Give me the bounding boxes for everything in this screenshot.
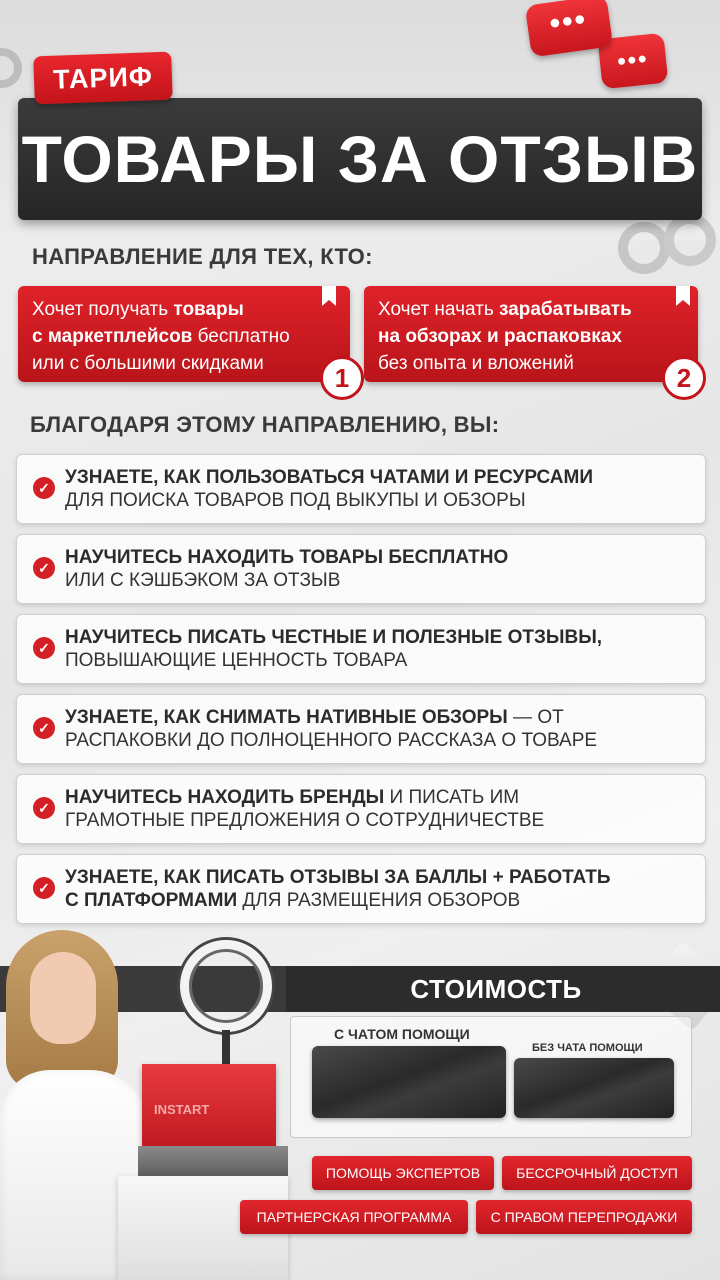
check-icon: ✓ bbox=[33, 877, 55, 899]
benefit-bold: С ПЛАТФОРМАМИ bbox=[65, 890, 238, 911]
audience-bold: зарабатывать bbox=[499, 299, 632, 320]
product-box-red bbox=[142, 1064, 276, 1146]
audience-card-2 bbox=[364, 286, 698, 382]
benefit-bold: НАУЧИТЕСЬ ПИСАТЬ ЧЕСТНЫЕ И ПОЛЕЗНЫЕ ОТЗЫВЫ, bbox=[65, 627, 603, 648]
benefit-item bbox=[16, 614, 706, 684]
benefit-item bbox=[16, 854, 706, 924]
audience-text: Хочет начать bbox=[378, 299, 499, 320]
benefit-text: ГРАМОТНЫЕ ПРЕДЛОЖЕНИЯ О СОТРУДНИЧЕСТВЕ bbox=[65, 810, 545, 831]
benefit-item bbox=[16, 774, 706, 844]
presenter-face bbox=[30, 952, 96, 1044]
ring-light-icon bbox=[180, 940, 272, 1032]
product-box-brand: INSTART bbox=[154, 1102, 210, 1117]
audience-bold: на обзорах и распаковках bbox=[378, 326, 622, 347]
pricing-title: СТОИМОСТЬ bbox=[410, 974, 582, 1004]
metal-ring-decoration bbox=[664, 214, 716, 266]
with-chat-label: С ЧАТОМ ПОМОЩИ bbox=[334, 1026, 470, 1042]
check-icon: ✓ bbox=[33, 797, 55, 819]
check-icon: ✓ bbox=[33, 717, 55, 739]
feature-expert-help: ПОМОЩЬ ЭКСПЕРТОВ bbox=[312, 1156, 494, 1190]
benefit-bold: НАУЧИТЕСЬ НАХОДИТЬ БРЕНДЫ bbox=[65, 787, 385, 808]
benefit-item bbox=[16, 454, 706, 524]
benefit-bold: НАУЧИТЕСЬ НАХОДИТЬ ТОВАРЫ БЕСПЛАТНО bbox=[65, 547, 509, 568]
audience-heading: НАПРАВЛЕНИЕ ДЛЯ ТЕХ, КТО: bbox=[32, 244, 373, 269]
card-number-badge: 2 bbox=[662, 356, 706, 400]
benefit-bold: УЗНАЕТЕ, КАК ПОЛЬЗОВАТЬСЯ ЧАТАМИ И РЕСУРСАМИ bbox=[65, 467, 594, 488]
check-icon: ✓ bbox=[33, 477, 55, 499]
audience-text: Хочет получать bbox=[32, 299, 174, 320]
benefit-text: — ОТ bbox=[507, 707, 564, 728]
benefit-item bbox=[16, 534, 706, 604]
chat-dots: ••• bbox=[547, 2, 590, 41]
benefit-text: ПОВЫШАЮЩИЕ ЦЕННОСТЬ ТОВАРА bbox=[65, 650, 408, 671]
card-number-badge: 1 bbox=[320, 356, 364, 400]
audience-text: без опыта и вложений bbox=[378, 353, 574, 374]
page-title: ТОВАРЫ ЗА ОТЗЫВ bbox=[21, 122, 699, 196]
benefit-text: И ПИСАТЬ ИМ bbox=[384, 787, 520, 808]
check-icon: ✓ bbox=[33, 637, 55, 659]
audience-text: или с большими скидками bbox=[32, 353, 264, 374]
benefit-text: ИЛИ С КЭШБЭКОМ ЗА ОТЗЫВ bbox=[65, 570, 341, 591]
benefit-text: ДЛЯ РАЗМЕЩЕНИЯ ОБЗОРОВ bbox=[237, 890, 521, 911]
audience-card-1 bbox=[18, 286, 350, 382]
audience-text: бесплатно bbox=[192, 326, 290, 347]
tariff-tag: ТАРИФ bbox=[33, 52, 173, 105]
benefits-heading: БЛАГОДАРЯ ЭТОМУ НАПРАВЛЕНИЮ, ВЫ: bbox=[30, 412, 500, 437]
feature-resale-right: С ПРАВОМ ПЕРЕПРОДАЖИ bbox=[476, 1200, 692, 1234]
benefit-item bbox=[16, 694, 706, 764]
price-with-chat bbox=[312, 1046, 506, 1118]
audience-bold: товары bbox=[173, 299, 244, 320]
metal-ring-decoration bbox=[618, 222, 670, 274]
audience-bold: с маркетплейсов bbox=[32, 326, 193, 347]
benefit-text: РАСПАКОВКИ ДО ПОЛНОЦЕННОГО РАССКАЗА О ТОВАРЕ bbox=[65, 730, 598, 751]
chat-dots: ••• bbox=[616, 45, 650, 76]
without-chat-label: БЕЗ ЧАТА ПОМОЩИ bbox=[532, 1042, 643, 1054]
price-without-chat bbox=[514, 1058, 674, 1118]
check-icon: ✓ bbox=[33, 557, 55, 579]
benefit-text: ДЛЯ ПОИСКА ТОВАРОВ ПОД ВЫКУПЫ И ОБЗОРЫ bbox=[65, 490, 526, 511]
feature-lifetime-access: БЕССРОЧНЫЙ ДОСТУП bbox=[502, 1156, 692, 1190]
feature-partner-program: ПАРТНЕРСКАЯ ПРОГРАММА bbox=[240, 1200, 468, 1234]
benefit-bold: УЗНАЕТЕ, КАК ПИСАТЬ ОТЗЫВЫ ЗА БАЛЛЫ + РАБОТАТЬ bbox=[65, 867, 611, 888]
product-box-gray bbox=[138, 1146, 288, 1176]
benefit-bold: УЗНАЕТЕ, КАК СНИМАТЬ НАТИВНЫЕ ОБЗОРЫ bbox=[65, 707, 508, 728]
